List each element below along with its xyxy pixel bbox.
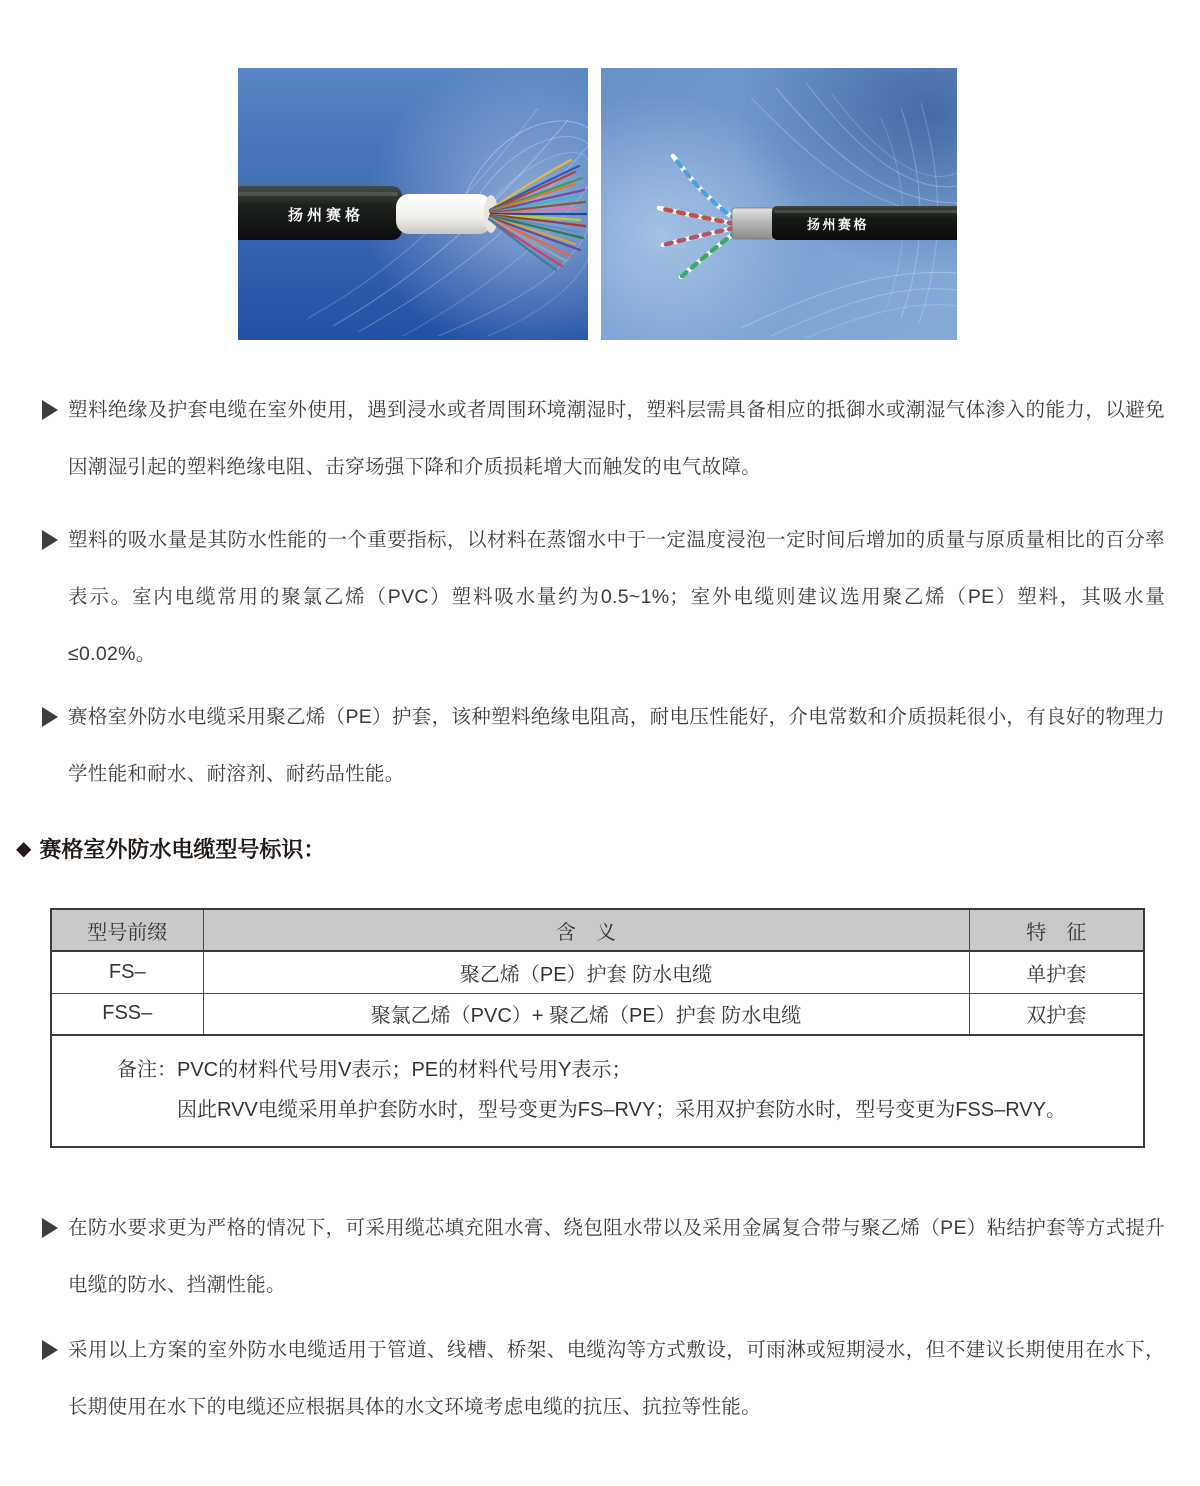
section-heading — [16, 833, 1200, 864]
product-photo-left — [238, 68, 588, 340]
bullet-item-1 — [42, 382, 1165, 496]
inner-sheath — [396, 194, 492, 234]
note-line-1: PVC的材料代号用V表示；PE的材料代号用Y表示； — [177, 1059, 632, 1081]
bullet-triangle-icon — [42, 400, 58, 420]
table-header-row — [51, 909, 1144, 951]
brand-label-left: 扬州赛格 — [288, 207, 365, 224]
shield-band — [732, 208, 774, 239]
product-photo-right — [601, 68, 957, 340]
cell-meaning: 聚氯乙烯（PVC）+ 聚乙烯（PE）护套 防水电缆 — [203, 993, 969, 1035]
model-spec-table — [50, 908, 1145, 1148]
page-content-bottom — [0, 1200, 1200, 1436]
bullet-item-3 — [42, 689, 1165, 803]
note-body — [177, 1050, 1123, 1130]
bullet-item-2 — [42, 512, 1165, 683]
cable-illustration-right — [601, 68, 957, 340]
col-header-meaning: 含 义 — [203, 909, 969, 951]
note-line-2: 因此RVV电缆采用单护套防水时，型号变更为FS–RVY；采用双护套防水时，型号变更为FSS–RVY。 — [177, 1099, 1066, 1121]
cable-illustration-left — [238, 68, 588, 340]
bullet-text-4: 在防水要求更为严格的情况下，可采用缆芯填充阻水膏、绕包阻水带以及采用金属复合带与聚乙烯（PE）粘结护套等方式提升电缆的防水、挡潮性能。 — [68, 1217, 1165, 1296]
bullet-text-2: 塑料的吸水量是其防水性能的一个重要指标，以材料在蒸馏水中于一定温度浸泡一定时间后增加的质量与原质量相比的百分率表示。室内电缆常用的聚氯乙烯（PVC）塑料吸水量约为0.5~1%；室外电缆则建议选用聚乙烯（PE）塑料，其吸水量≤0.02%。 — [68, 529, 1165, 665]
bullet-item-4 — [42, 1200, 1165, 1314]
brand-label-right: 扬州赛格 — [807, 217, 870, 232]
cell-meaning: 聚乙烯（PE）护套 防水电缆 — [203, 951, 969, 993]
col-header-prefix: 型号前缀 — [51, 909, 203, 951]
table-note-row — [51, 1035, 1144, 1147]
bullet-triangle-icon — [42, 707, 58, 727]
bullet-triangle-icon — [42, 530, 58, 550]
cell-prefix: FS– — [51, 951, 203, 993]
page-content — [0, 382, 1200, 803]
bullet-triangle-icon — [42, 1340, 58, 1360]
bullet-item-5 — [42, 1322, 1165, 1436]
table-row — [51, 993, 1144, 1035]
col-header-feature: 特 征 — [969, 909, 1144, 951]
hero-photos — [0, 68, 1200, 340]
cell-prefix: FSS– — [51, 993, 203, 1035]
table-note — [117, 1050, 1123, 1130]
note-label: 备注： — [117, 1059, 177, 1081]
cell-feature: 单护套 — [969, 951, 1144, 993]
bullet-text-1: 塑料绝缘及护套电缆在室外使用，遇到浸水或者周围环境潮湿时，塑料层需具备相应的抵御水或潮湿气体渗入的能力，以避免因潮湿引起的塑料绝缘电阻、击穿场强下降和介质损耗增大而触发的电气故障。 — [68, 399, 1165, 478]
table-row — [51, 951, 1144, 993]
cell-feature: 双护套 — [969, 993, 1144, 1035]
bullet-triangle-icon — [42, 1218, 58, 1238]
bullet-text-5: 采用以上方案的室外防水电缆适用于管道、线槽、桥架、电缆沟等方式敷设，可雨淋或短期浸水，但不建议长期使用在水下，长期使用在水下的电缆还应根据具体的水文环境考虑电缆的抗压、抗拉等性能。 — [68, 1339, 1165, 1418]
bullet-text-3: 赛格室外防水电缆采用聚乙烯（PE）护套，该种塑料绝缘电阻高，耐电压性能好，介电常数和介质损耗很小，有良好的物理力学性能和耐水、耐溶剂、耐药品性能。 — [68, 706, 1165, 785]
diamond-bullet-icon: ◆ — [16, 838, 32, 860]
section-title: 赛格室外防水电缆型号标识： — [39, 837, 326, 862]
